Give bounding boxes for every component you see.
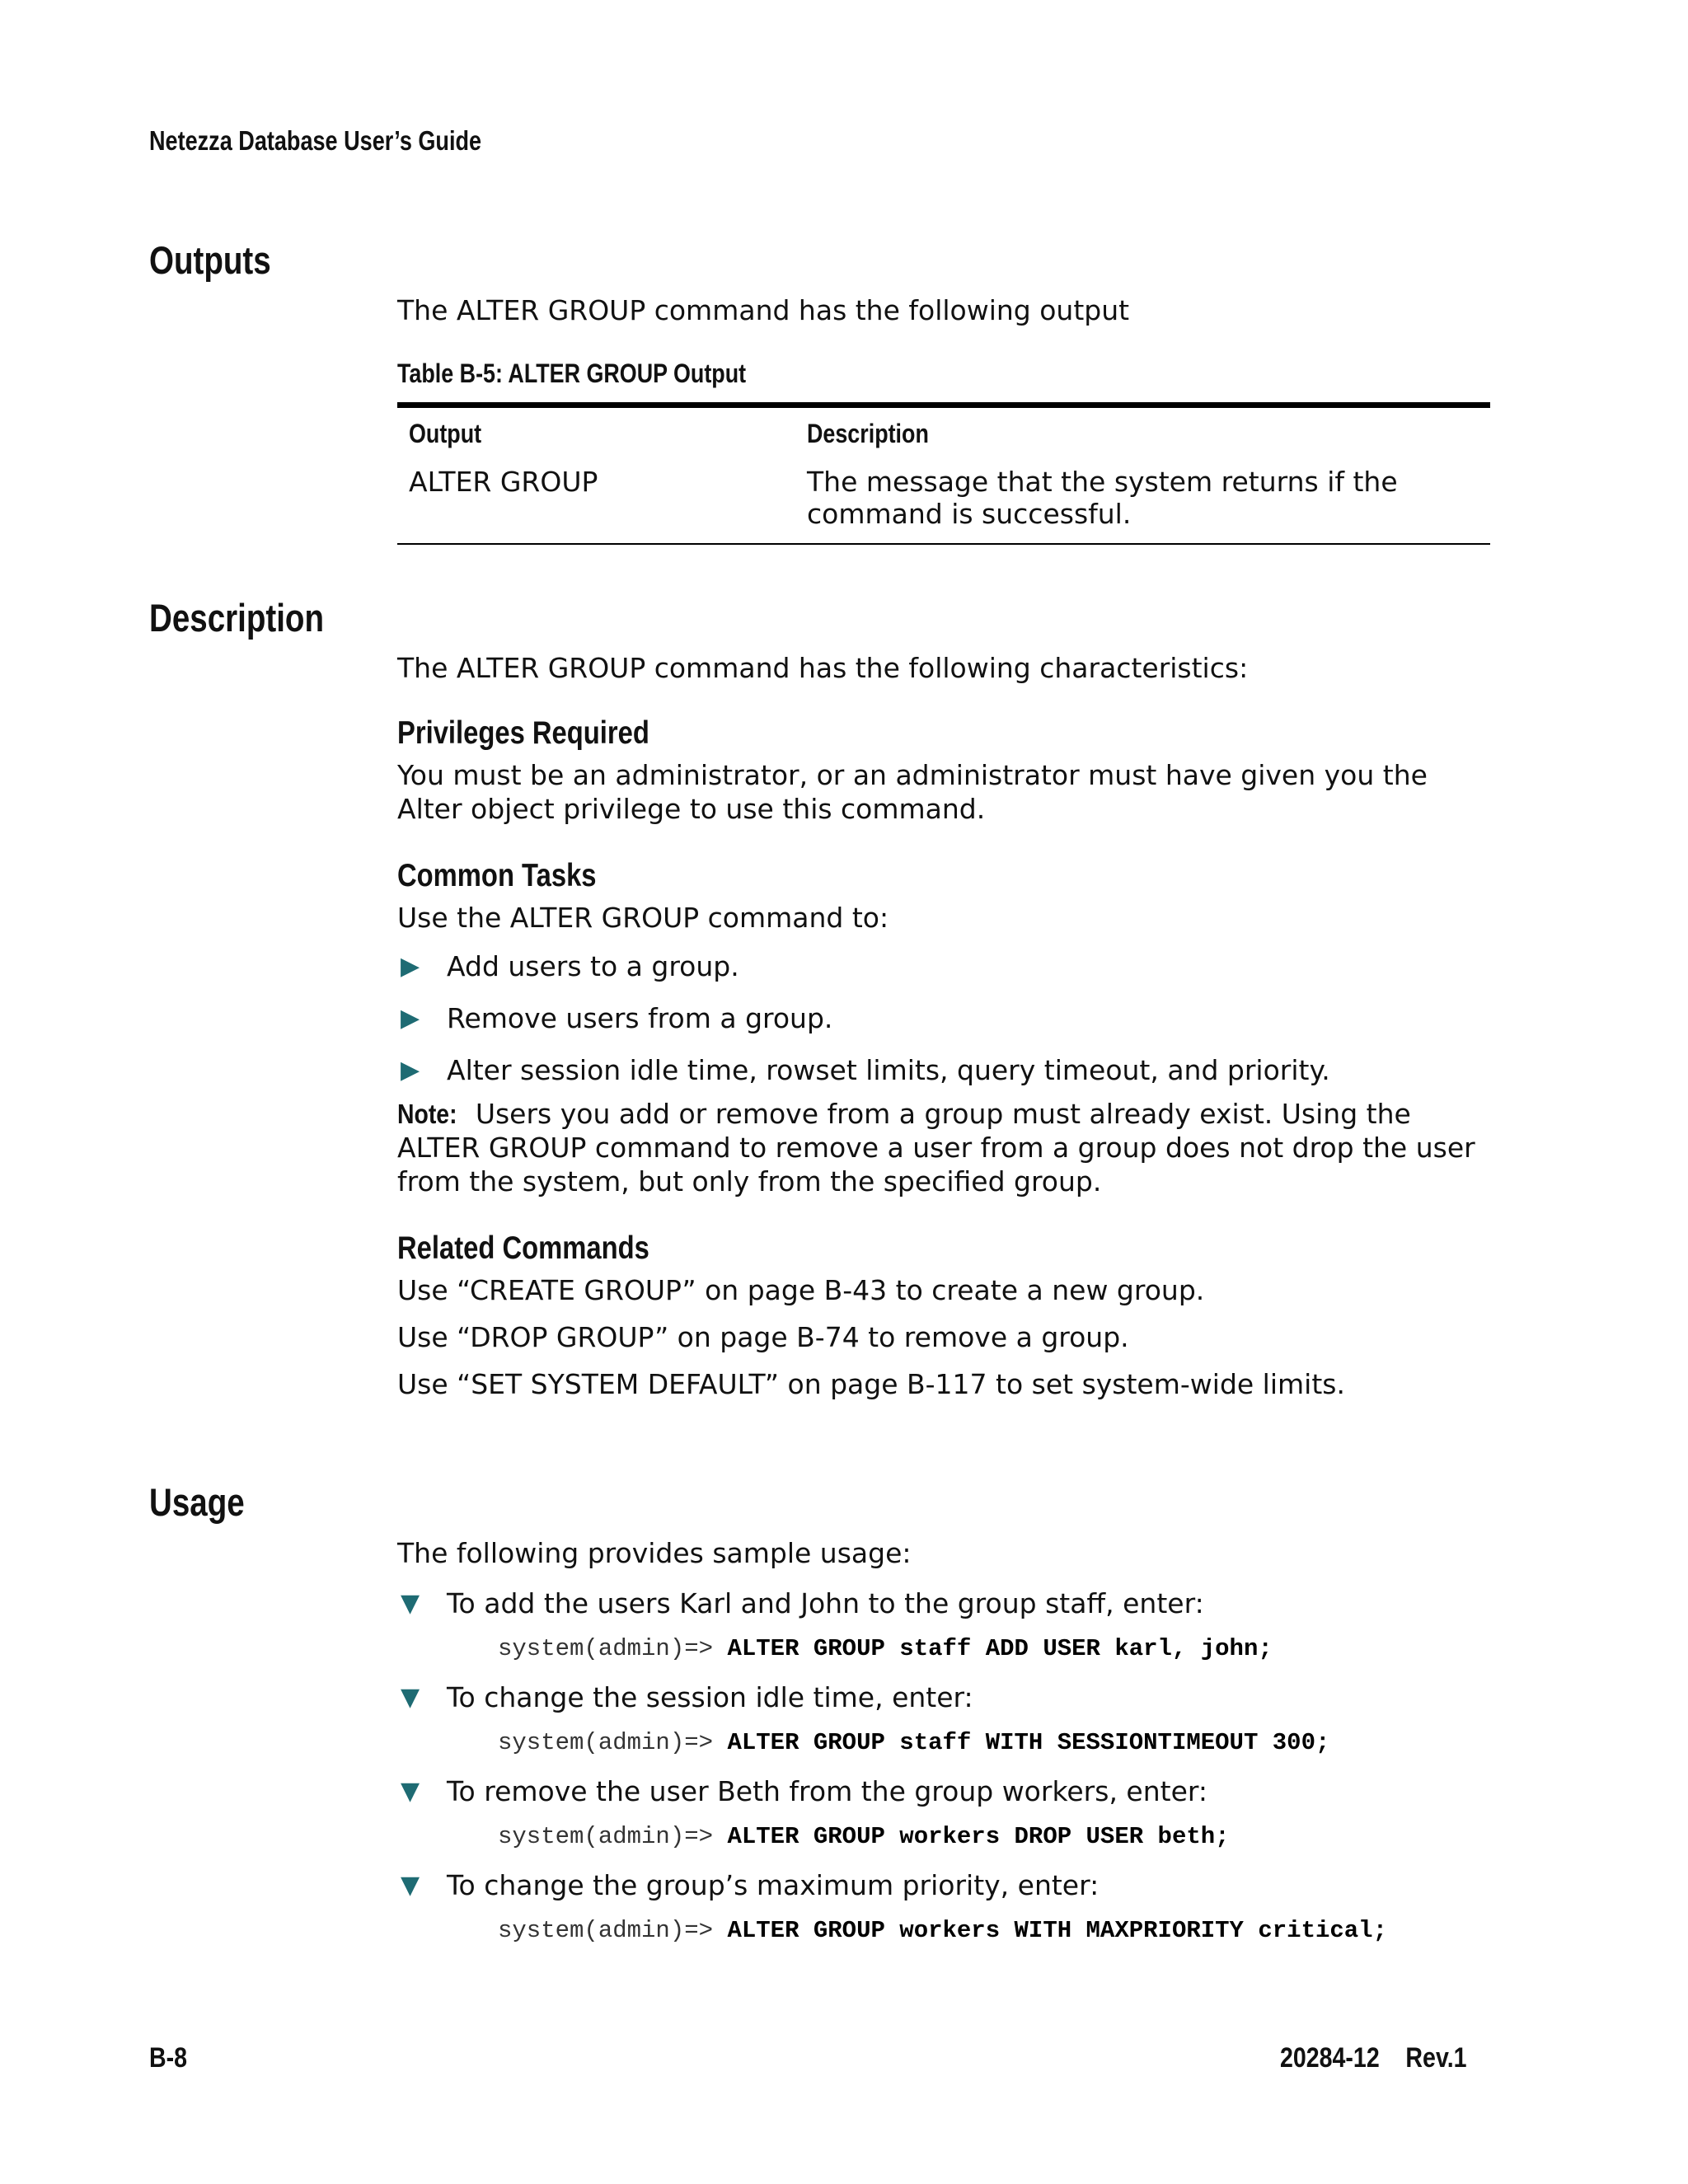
code-sample: system(admin)=> ALTER GROUP workers DROP USER beth; bbox=[498, 1823, 1230, 1850]
code-sample: system(admin)=> ALTER GROUP staff WITH SESSIONTIMEOUT 300; bbox=[498, 1729, 1330, 1756]
triangle-down-icon: ▼ bbox=[401, 1589, 420, 1618]
note bbox=[397, 1097, 1493, 1198]
list-item: ▶ Add users to a group. bbox=[401, 950, 739, 982]
triangle-right-icon: ▶ bbox=[401, 1004, 420, 1033]
code-sample: system(admin)=> ALTER GROUP workers WITH MAXPRIORITY critical; bbox=[498, 1917, 1387, 1944]
usage-example: ▼ To remove the user Beth from the group workers, enter: system(admin)=> ALTER GROUP workers DROP USER beth; bbox=[397, 1774, 1493, 1854]
usage-example: ▼ To add the users Karl and John to the group staff, enter: system(admin)=> ALTER GROUP staff ADD USER karl, john; bbox=[397, 1586, 1493, 1666]
common-tasks-heading: Common Tasks bbox=[397, 858, 597, 893]
triangle-down-icon: ▼ bbox=[401, 1871, 420, 1900]
privileges-text: You must be an administrator, or an administrator must have given you the Alter object privilege to use this command. bbox=[397, 759, 1428, 825]
related-command: Use “DROP GROUP” on page B-74 to remove a group. bbox=[397, 1321, 1129, 1353]
common-tasks-list bbox=[397, 949, 1493, 1087]
page-number: B-8 bbox=[149, 2042, 188, 2074]
related-command: Use “SET SYSTEM DEFAULT” on page B-117 to set system-wide limits. bbox=[397, 1368, 1345, 1400]
output-table bbox=[397, 402, 1490, 545]
note-label: Note: bbox=[397, 1099, 457, 1129]
table-caption: Table B-5: ALTER GROUP Output bbox=[397, 359, 747, 388]
code-sample: system(admin)=> ALTER GROUP staff ADD USER karl, john; bbox=[498, 1635, 1273, 1662]
table-row bbox=[397, 466, 1490, 544]
cell-output: ALTER GROUP bbox=[409, 466, 598, 498]
section-title-description: Description bbox=[149, 596, 325, 640]
triangle-right-icon: ▶ bbox=[401, 1056, 420, 1085]
triangle-down-icon: ▼ bbox=[401, 1683, 420, 1712]
note-text: Users you add or remove from a group must already exist. Using the ALTER GROUP command to remove a user from a group does not drop the user from the system, but only from the specified group. bbox=[397, 1098, 1475, 1197]
description-intro: The ALTER GROUP command has the following characteristics: bbox=[397, 652, 1249, 684]
list-item: ▶ Remove users from a group. bbox=[401, 1002, 833, 1034]
list-item: ▶ Alter session idle time, rowset limits, query timeout, and priority. bbox=[401, 1054, 1330, 1086]
table-header-row bbox=[397, 405, 1490, 466]
description-section bbox=[397, 651, 1493, 1401]
column-header-output: Output bbox=[409, 419, 482, 448]
section-title-outputs: Outputs bbox=[149, 238, 271, 282]
triangle-right-icon: ▶ bbox=[401, 952, 420, 981]
usage-examples bbox=[397, 1586, 1493, 1947]
usage-example: ▼ To change the session idle time, enter: system(admin)=> ALTER GROUP staff WITH SESSIONTIMEOUT 300; bbox=[397, 1680, 1493, 1760]
section-title-usage: Usage bbox=[149, 1480, 245, 1524]
column-header-description: Description bbox=[807, 419, 929, 448]
outputs-intro: The ALTER GROUP command has the following output bbox=[397, 294, 1130, 326]
usage-example: ▼ To change the group’s maximum priority, enter: system(admin)=> ALTER GROUP workers WITH MAXPRIORITY critical; bbox=[397, 1868, 1493, 1947]
common-tasks-intro: Use the ALTER GROUP command to: bbox=[397, 902, 889, 934]
related-command: Use “CREATE GROUP” on page B-43 to create a new group. bbox=[397, 1274, 1205, 1306]
related-commands-heading: Related Commands bbox=[397, 1230, 649, 1266]
usage-intro: The following provides sample usage: bbox=[397, 1537, 912, 1569]
privileges-heading: Privileges Required bbox=[397, 715, 649, 751]
triangle-down-icon: ▼ bbox=[401, 1777, 420, 1806]
document-id: 20284-12 Rev.1 bbox=[1280, 2042, 1467, 2074]
usage-section bbox=[397, 1536, 1493, 1947]
running-header: Netezza Database User’s Guide bbox=[149, 125, 482, 156]
outputs-section bbox=[397, 293, 1493, 545]
cell-description: The message that the system returns if the command is successful. bbox=[807, 466, 1398, 530]
